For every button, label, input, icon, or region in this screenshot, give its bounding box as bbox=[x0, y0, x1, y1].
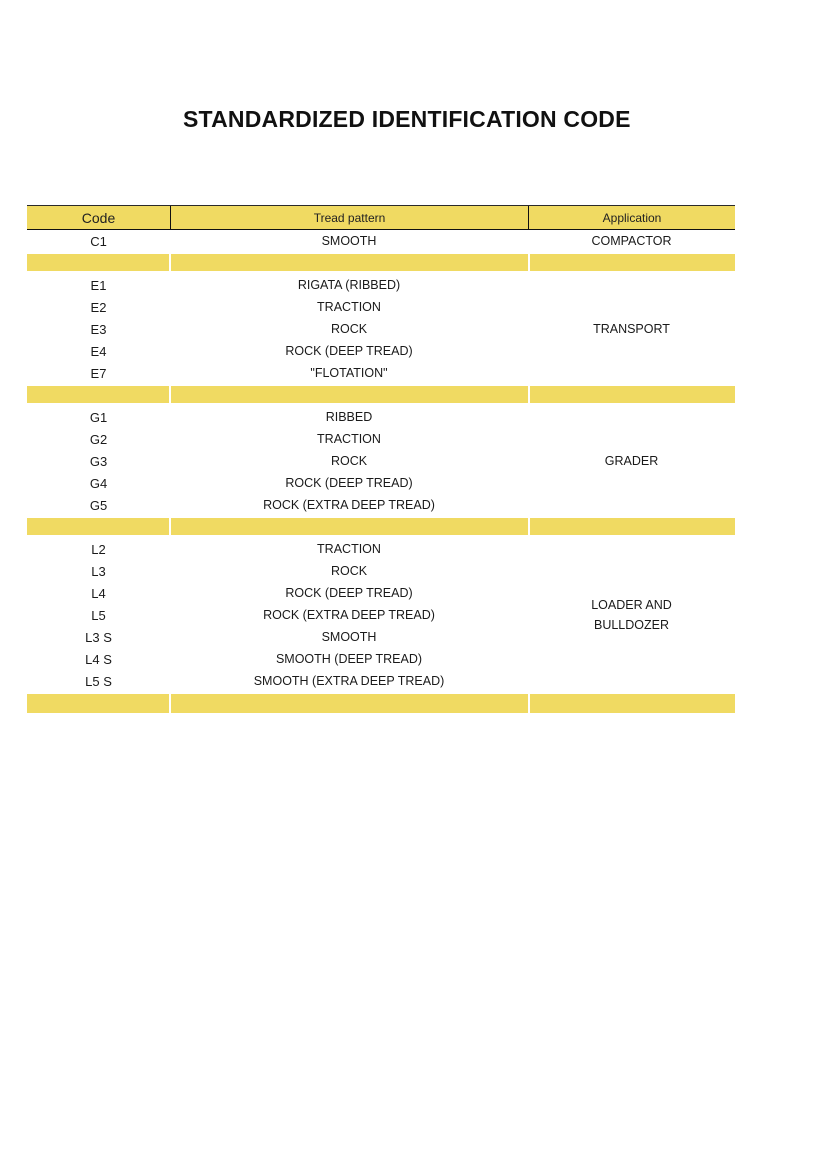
tread-cell: ROCK bbox=[330, 454, 368, 468]
tread-cell: TRACTION bbox=[317, 542, 381, 556]
section-loader-bulldozer bbox=[27, 538, 735, 692]
code-cell: E4 bbox=[90, 343, 107, 359]
code-cell: L4 bbox=[91, 585, 106, 601]
separator-cell bbox=[171, 254, 528, 271]
separator-cell bbox=[530, 254, 735, 271]
separator-cell bbox=[171, 518, 528, 535]
code-cell: E2 bbox=[90, 299, 107, 315]
code-cell: G2 bbox=[89, 431, 108, 447]
header-tread-pattern: Tread pattern bbox=[170, 206, 528, 229]
code-cell: L4 S bbox=[85, 651, 112, 667]
application-label: TRANSPORT bbox=[593, 322, 670, 336]
tread-cell: ROCK (DEEP TREAD) bbox=[285, 344, 413, 358]
separator-cell bbox=[530, 694, 735, 713]
tread-cell: SMOOTH (EXTRA DEEP TREAD) bbox=[253, 674, 445, 688]
separator-cell bbox=[27, 386, 169, 403]
tread-column bbox=[170, 538, 528, 692]
section-transport bbox=[27, 274, 735, 384]
code-column bbox=[27, 274, 170, 384]
code-cell: G4 bbox=[89, 475, 108, 491]
code-column bbox=[27, 230, 170, 252]
application-cell bbox=[528, 406, 735, 516]
tread-cell: ROCK bbox=[330, 322, 368, 336]
code-cell: G3 bbox=[89, 453, 108, 469]
code-cell: E7 bbox=[90, 365, 107, 381]
section-compactor bbox=[27, 230, 735, 252]
separator-cell bbox=[27, 694, 169, 713]
application-label-line1: LOADER AND bbox=[591, 598, 672, 612]
code-cell: L3 S bbox=[85, 629, 112, 645]
code-cell: C1 bbox=[90, 233, 107, 249]
tread-cell: ROCK bbox=[330, 564, 368, 578]
application-cell bbox=[528, 230, 735, 252]
code-cell: L5 S bbox=[85, 673, 112, 689]
header-code: Code bbox=[81, 209, 116, 226]
tread-cell: SMOOTH bbox=[321, 630, 377, 644]
tread-cell: ROCK (DEEP TREAD) bbox=[285, 476, 413, 490]
tread-cell: SMOOTH bbox=[321, 234, 377, 248]
code-column bbox=[27, 406, 170, 516]
application-cell bbox=[528, 274, 735, 384]
page-title: STANDARDIZED IDENTIFICATION CODE bbox=[183, 106, 631, 132]
code-cell: G1 bbox=[89, 409, 108, 425]
code-cell: L3 bbox=[91, 563, 106, 579]
code-cell: E1 bbox=[90, 277, 107, 293]
separator-cell bbox=[171, 694, 528, 713]
separator-cell bbox=[171, 386, 528, 403]
application-cell bbox=[528, 538, 735, 692]
application-label-line2: BULLDOZER bbox=[593, 618, 670, 632]
separator-row bbox=[27, 518, 735, 535]
tread-cell: "FLOTATION" bbox=[310, 366, 388, 380]
separator-row bbox=[27, 254, 735, 271]
application-label: COMPACTOR bbox=[591, 234, 672, 248]
tread-cell: ROCK (DEEP TREAD) bbox=[285, 586, 413, 600]
separator-cell bbox=[27, 254, 169, 271]
code-column bbox=[27, 538, 170, 692]
tread-cell: TRACTION bbox=[317, 432, 381, 446]
section-grader bbox=[27, 406, 735, 516]
header-application: Application bbox=[528, 206, 735, 229]
tread-column bbox=[170, 406, 528, 516]
table-header-row bbox=[27, 205, 735, 230]
tread-cell: TRACTION bbox=[317, 300, 381, 314]
code-cell: L2 bbox=[91, 541, 106, 557]
separator-cell bbox=[530, 518, 735, 535]
application-label: GRADER bbox=[604, 454, 659, 468]
code-cell: G5 bbox=[89, 497, 108, 513]
separator-cell bbox=[27, 518, 169, 535]
separator-row bbox=[27, 386, 735, 403]
separator-row bbox=[27, 694, 735, 713]
tread-cell: ROCK (EXTRA DEEP TREAD) bbox=[263, 608, 435, 622]
separator-cell bbox=[530, 386, 735, 403]
identification-code-table bbox=[27, 205, 735, 716]
code-cell: E3 bbox=[90, 321, 107, 337]
code-cell: L5 bbox=[91, 607, 106, 623]
tread-cell: SMOOTH (DEEP TREAD) bbox=[275, 652, 423, 666]
tread-column bbox=[170, 274, 528, 384]
tread-column bbox=[170, 230, 528, 252]
tread-cell: RIGATA (RIBBED) bbox=[297, 278, 401, 292]
tread-cell: RIBBED bbox=[325, 410, 373, 424]
tread-cell: ROCK (EXTRA DEEP TREAD) bbox=[263, 498, 435, 512]
